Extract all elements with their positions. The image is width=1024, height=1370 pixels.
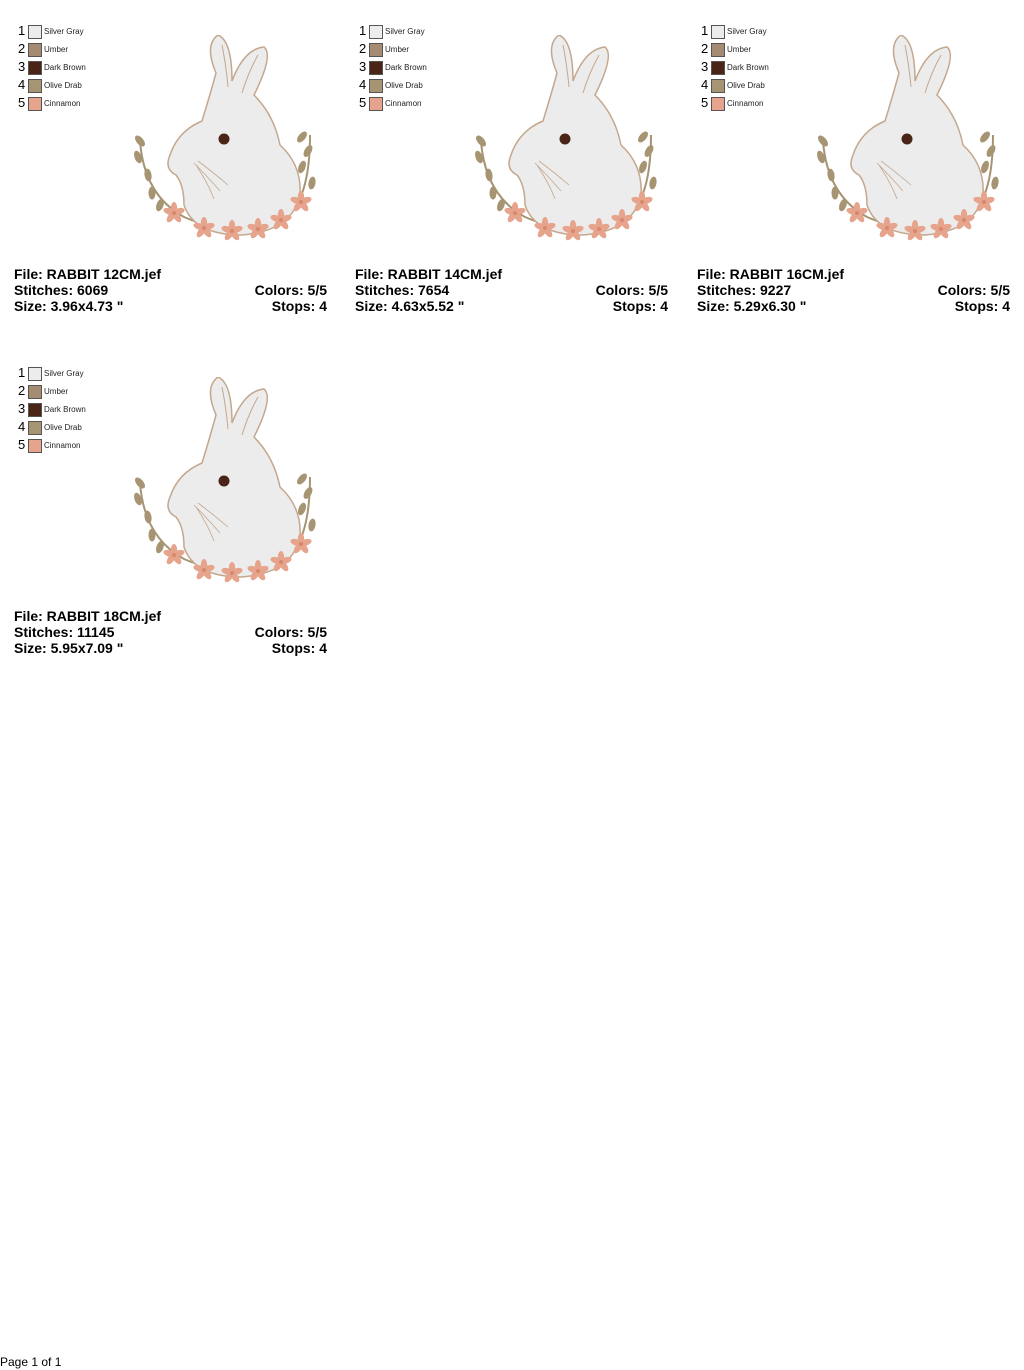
color-swatch [28, 79, 42, 93]
leaf-icon [307, 176, 316, 190]
legend-color-name: Silver Gray [727, 27, 767, 36]
rabbit-design-preview [807, 35, 1017, 265]
design-card [14, 357, 334, 657]
color-swatch [28, 43, 42, 57]
page-number: Page 1 of 1 [0, 1355, 62, 1369]
design-info [14, 608, 327, 656]
legend-number: 2 [18, 41, 26, 56]
color-swatch [369, 97, 383, 111]
legend-number: 3 [18, 401, 26, 416]
leaf-icon [832, 187, 839, 200]
color-swatch [28, 439, 42, 453]
rabbit-design-preview [124, 377, 334, 607]
legend-number: 5 [359, 95, 367, 110]
file-name: File: RABBIT 18CM.jef [14, 608, 162, 624]
legend-number: 4 [18, 419, 26, 434]
legend-color-name: Cinnamon [385, 99, 422, 108]
color-swatch [369, 25, 383, 39]
color-swatch [711, 61, 725, 75]
color-swatch [369, 79, 383, 93]
stop-count: Stops: 4 [612, 298, 668, 314]
legend-number: 5 [18, 95, 26, 110]
flower-icon [846, 202, 869, 224]
legend-color-name: Olive Drab [44, 423, 82, 432]
stop-count: Stops: 4 [271, 640, 327, 656]
legend-number: 2 [701, 41, 709, 56]
design-size: Size: 5.95x7.09 " [14, 640, 124, 656]
eye-icon [902, 134, 913, 145]
design-size: Size: 4.63x5.52 " [355, 298, 465, 314]
legend-number: 3 [701, 59, 709, 74]
leaf-icon [302, 144, 315, 159]
legend-number: 2 [18, 383, 26, 398]
color-swatch [28, 61, 42, 75]
legend-number: 3 [18, 59, 26, 74]
legend-number: 2 [359, 41, 367, 56]
legend-number: 4 [359, 77, 367, 92]
file-name: File: RABBIT 12CM.jef [14, 266, 162, 282]
stitch-count: Stitches: 9227 [697, 282, 792, 298]
color-count: Colors: 5/5 [254, 282, 327, 298]
color-count: Colors: 5/5 [937, 282, 1010, 298]
legend-number: 3 [359, 59, 367, 74]
design-info [697, 266, 1010, 314]
leaf-icon [985, 144, 998, 159]
eye-icon [560, 134, 571, 145]
color-swatch [28, 25, 42, 39]
legend-number: 4 [701, 77, 709, 92]
legend-number: 1 [359, 23, 367, 38]
legend-color-name: Cinnamon [44, 99, 81, 108]
eye-icon [219, 134, 230, 145]
color-swatch [369, 43, 383, 57]
legend-color-name: Cinnamon [44, 441, 81, 450]
color-swatch [28, 403, 42, 417]
legend-number: 5 [18, 437, 26, 452]
flower-icon [163, 202, 186, 224]
legend-number: 1 [18, 365, 26, 380]
stop-count: Stops: 4 [954, 298, 1010, 314]
legend-color-name: Dark Brown [727, 63, 769, 72]
flower-icon [163, 544, 186, 566]
leaf-icon [149, 529, 156, 542]
rabbit-design-preview [465, 35, 675, 265]
leaf-icon [302, 486, 315, 501]
legend-color-name: Olive Drab [385, 81, 423, 90]
leaf-icon [643, 144, 656, 159]
legend-color-name: Dark Brown [44, 405, 86, 414]
design-size: Size: 3.96x4.73 " [14, 298, 124, 314]
stitch-count: Stitches: 11145 [14, 624, 115, 640]
legend-color-name: Cinnamon [727, 99, 764, 108]
legend-number: 1 [18, 23, 26, 38]
design-card [355, 15, 675, 315]
color-count: Colors: 5/5 [595, 282, 668, 298]
color-swatch [711, 97, 725, 111]
stop-count: Stops: 4 [271, 298, 327, 314]
legend-color-name: Olive Drab [727, 81, 765, 90]
leaf-icon [295, 472, 309, 486]
legend-number: 4 [18, 77, 26, 92]
leaf-icon [990, 176, 999, 190]
legend-color-name: Umber [727, 45, 752, 54]
leaf-icon [149, 187, 156, 200]
design-info [355, 266, 668, 314]
legend-color-name: Dark Brown [385, 63, 427, 72]
legend-color-name: Olive Drab [44, 81, 82, 90]
legend-number: 5 [701, 95, 709, 110]
leaf-icon [490, 187, 497, 200]
legend-color-name: Silver Gray [385, 27, 425, 36]
leaf-icon [307, 518, 316, 532]
leaf-icon [636, 130, 650, 144]
legend-color-name: Silver Gray [44, 369, 84, 378]
color-swatch [28, 367, 42, 381]
stitch-count: Stitches: 6069 [14, 282, 109, 298]
design-info [14, 266, 327, 314]
color-swatch [711, 25, 725, 39]
color-count: Colors: 5/5 [254, 624, 327, 640]
leaf-icon [295, 130, 309, 144]
legend-color-name: Umber [44, 45, 69, 54]
leaf-icon [978, 130, 992, 144]
file-name: File: RABBIT 16CM.jef [697, 266, 845, 282]
design-card [697, 15, 1017, 315]
legend-number: 1 [701, 23, 709, 38]
legend-color-name: Umber [44, 387, 69, 396]
stitch-count: Stitches: 7654 [355, 282, 450, 298]
file-name: File: RABBIT 14CM.jef [355, 266, 503, 282]
design-size: Size: 5.29x6.30 " [697, 298, 807, 314]
legend-color-name: Silver Gray [44, 27, 84, 36]
eye-icon [219, 476, 230, 487]
color-swatch [369, 61, 383, 75]
legend-color-name: Dark Brown [44, 63, 86, 72]
flower-icon [504, 202, 527, 224]
design-card [14, 15, 334, 315]
leaf-icon [648, 176, 657, 190]
color-swatch [711, 79, 725, 93]
color-swatch [711, 43, 725, 57]
rabbit-design-preview [124, 35, 334, 265]
color-swatch [28, 97, 42, 111]
color-swatch [28, 421, 42, 435]
color-swatch [28, 385, 42, 399]
legend-color-name: Umber [385, 45, 410, 54]
